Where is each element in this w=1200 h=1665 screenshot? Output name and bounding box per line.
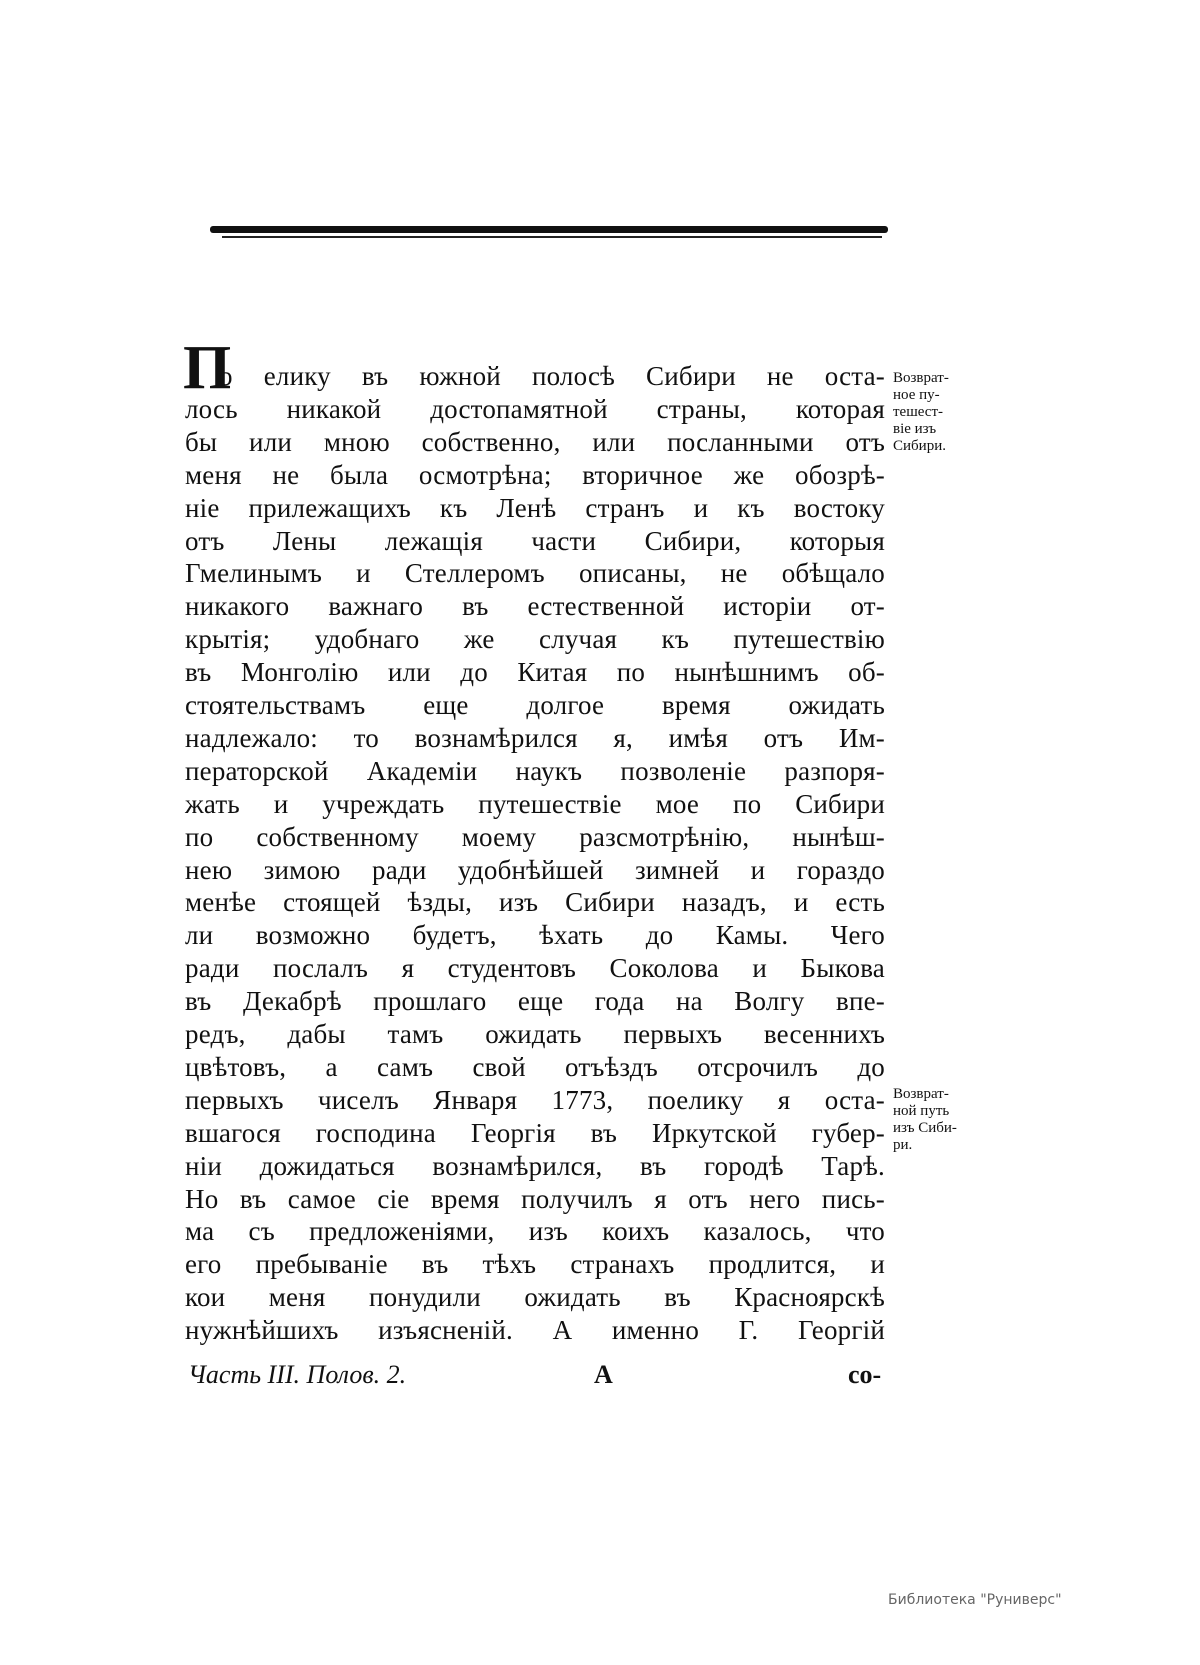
- catchword: со-: [848, 1360, 882, 1389]
- text-line: Гмелинымъ и Стеллеромъ описаны, не обѣщало: [185, 558, 885, 589]
- marginal-note-line: Возврат-: [893, 370, 949, 386]
- text-line: кои меня понудили ожидать въ Красноярскѣ: [185, 1282, 885, 1313]
- text-line: никакого важнаго въ естественной исторіи от-: [185, 591, 885, 622]
- text-line: надлежало: то вознамѣрился я, имѣя отъ Им-: [185, 722, 885, 753]
- text-line: ператорской Академіи наукъ позволеніе разпоря-: [185, 755, 885, 786]
- marginal-note-return-route: [893, 1086, 988, 1154]
- marginal-note-line: тешест-: [893, 404, 944, 420]
- text-line: цвѣтовъ, а самъ свой отъѣздъ отсрочилъ до: [185, 1051, 885, 1082]
- library-watermark: Библиотека "Руниверс": [888, 1592, 1062, 1608]
- volume-signature: Часть III. Полов. 2.: [188, 1360, 407, 1389]
- text-line: стоятельствамъ еще долгое время ожидать: [185, 690, 885, 720]
- text-line: Но въ самое сіе время получилъ я отъ него пись-: [185, 1183, 885, 1214]
- text-line: его пребываніе въ тѣхъ странахъ продлится, и: [185, 1249, 885, 1280]
- marginal-note-line: ри.: [893, 1137, 913, 1153]
- text-line: лось никакой достопамятной страны, которая: [185, 393, 885, 424]
- drop-cap: П: [183, 334, 232, 402]
- text-line: редъ, дабы тамъ ожидать первыхъ весеннихъ: [185, 1019, 885, 1049]
- marginal-note-return-journey: [893, 370, 988, 455]
- text-line: крытія; удобнаго же случая къ путешествію: [185, 624, 885, 655]
- text-line: въ Декабрѣ прошлаго еще года на Волгу впе-: [185, 986, 885, 1017]
- text-line: меня не была осмотрѣна; вторичное же обозрѣ-: [185, 459, 885, 490]
- text-line: ли возможно будетъ, ѣхать до Камы. Чего: [185, 920, 885, 951]
- text-line: менѣе стоящей ѣзды, изъ Сибири назадъ, и есть: [185, 887, 885, 918]
- marginal-note-line: Возврат-: [893, 1086, 949, 1102]
- text-line: отъ Лены лежащія части Сибири, которыя: [185, 525, 885, 556]
- text-line: нею зимою ради удобнѣйшей зимней и гораздо: [185, 854, 885, 885]
- text-line: вшагося господина Георгія въ Иркутской губер-: [185, 1117, 885, 1148]
- text-line: нужнѣйшихъ изъясненій. А именно Г. Георгій: [185, 1315, 885, 1346]
- text-line: ніи дожидаться вознамѣрился, въ городѣ Тарѣ.: [185, 1150, 885, 1181]
- text-line: жать и учреждать путешествіе мое по Сибири: [185, 788, 885, 819]
- marginal-note-line: ное пу-: [893, 387, 940, 403]
- text-line: ніе прилежащихъ къ Ленѣ странъ и къ востоку: [185, 492, 885, 523]
- text-line: по собственному моему разсмотрѣнію, нынѣш-: [185, 821, 885, 852]
- marginal-note-line: изъ Сиби-: [893, 1120, 957, 1136]
- marginal-note-line: ной путь: [893, 1103, 950, 1119]
- text-line: ради послалъ я студентовъ Соколова и Быкова: [185, 953, 885, 984]
- marginal-note-line: віе изъ: [893, 421, 937, 437]
- text-line: бы или мною собственно, или посланными отъ: [185, 426, 885, 457]
- header-rule-thin: [222, 236, 882, 238]
- text-line: о елику въ южной полосѣ Сибири не оста-: [219, 361, 885, 391]
- signature-mark: А: [594, 1360, 613, 1389]
- header-rule-thick: [210, 226, 888, 233]
- text-line: въ Монголію или до Китая по нынѣшнимъ об-: [185, 657, 885, 688]
- text-line: первыхъ чиселъ Января 1773, поелику я оста-: [185, 1084, 885, 1115]
- text-line: ма съ предложеніями, изъ коихъ казалось, что: [185, 1216, 885, 1247]
- marginal-note-line: Сибири.: [893, 438, 946, 454]
